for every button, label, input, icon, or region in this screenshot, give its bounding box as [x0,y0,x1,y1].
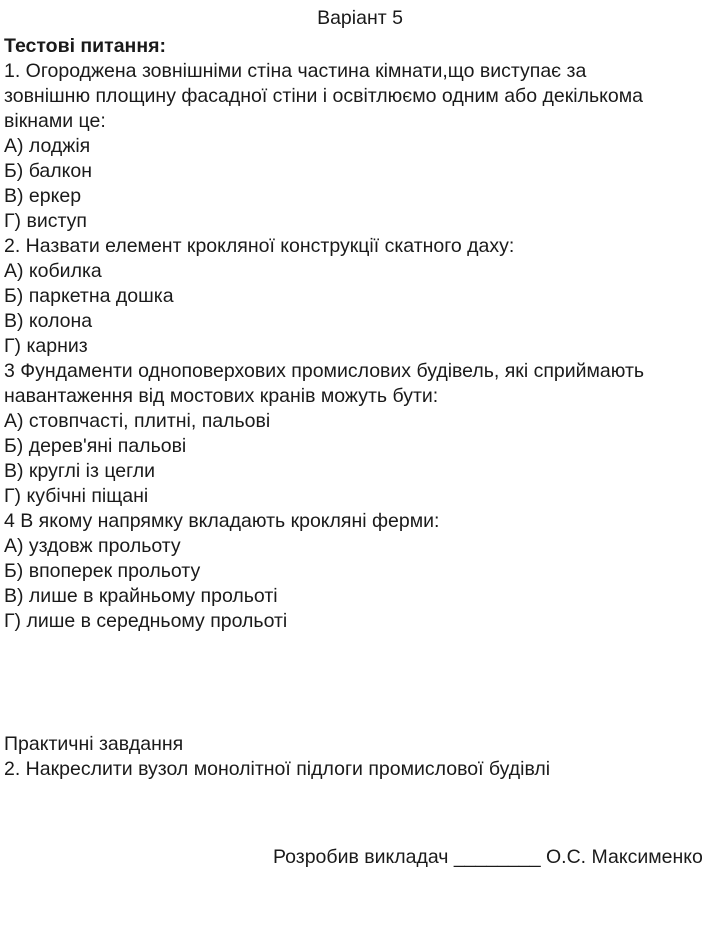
question-3 [4,359,720,509]
answer-option-v: В) еркер [4,185,82,207]
answer-option-b: Б) дерев'яні пальові [4,435,187,457]
question-text-line: 2. Назвати елемент крокляної конструкції скатного даху: [4,235,515,257]
practical-section [4,732,720,782]
question-2 [4,234,720,359]
answer-option-a: А) уздовж прольоту [4,535,181,557]
variant-title: Варіант 5 [317,7,403,29]
test-section [4,34,720,634]
answer-option-v: В) круглі із цегли [4,460,156,482]
question-4 [4,509,720,634]
answer-option-g: Г) кубічні піщані [4,485,149,507]
question-text-line: 4 В якому напрямку вкладають крокляні ферми: [4,510,440,532]
answer-option-b: Б) балкон [4,160,93,182]
answer-option-b: Б) паркетна дошка [4,285,174,307]
answer-option-g: Г) виступ [4,210,87,232]
author-signature: Розробив викладач ________ О.С. Максименко [273,846,703,868]
question-text-line: вікнами це: [4,110,106,132]
answer-option-v: В) колона [4,310,93,332]
answer-option-v: В) лише в крайньому прольоті [4,585,278,607]
answer-option-a: А) кобилка [4,260,102,282]
question-text-line: 1. Огороджена зовнішніми стіна частина кімнати,що виступає за [4,60,587,82]
answer-option-a: А) лоджія [4,135,91,157]
test-heading: Тестові питання: [4,35,166,57]
answer-option-g: Г) карниз [4,335,88,357]
question-1 [4,59,720,234]
practical-heading: Практичні завдання [4,733,184,755]
answer-option-b: Б) впоперек прольоту [4,560,201,582]
answer-option-g: Г) лише в середньому прольоті [4,610,288,632]
answer-option-a: А) стовпчасті, плитні, пальові [4,410,271,432]
question-text-line: навантаження від мостових кранів можуть бути: [4,385,439,407]
question-text-line: 3 Фундаменти одноповерхових промислових будівель, які сприймають [4,360,645,382]
question-text-line: зовнішню площину фасадної стіни і освітлюємо одним або декількома [4,85,643,107]
practical-task: 2. Накреслити вузол монолітної підлоги промислової будівлі [4,758,551,780]
